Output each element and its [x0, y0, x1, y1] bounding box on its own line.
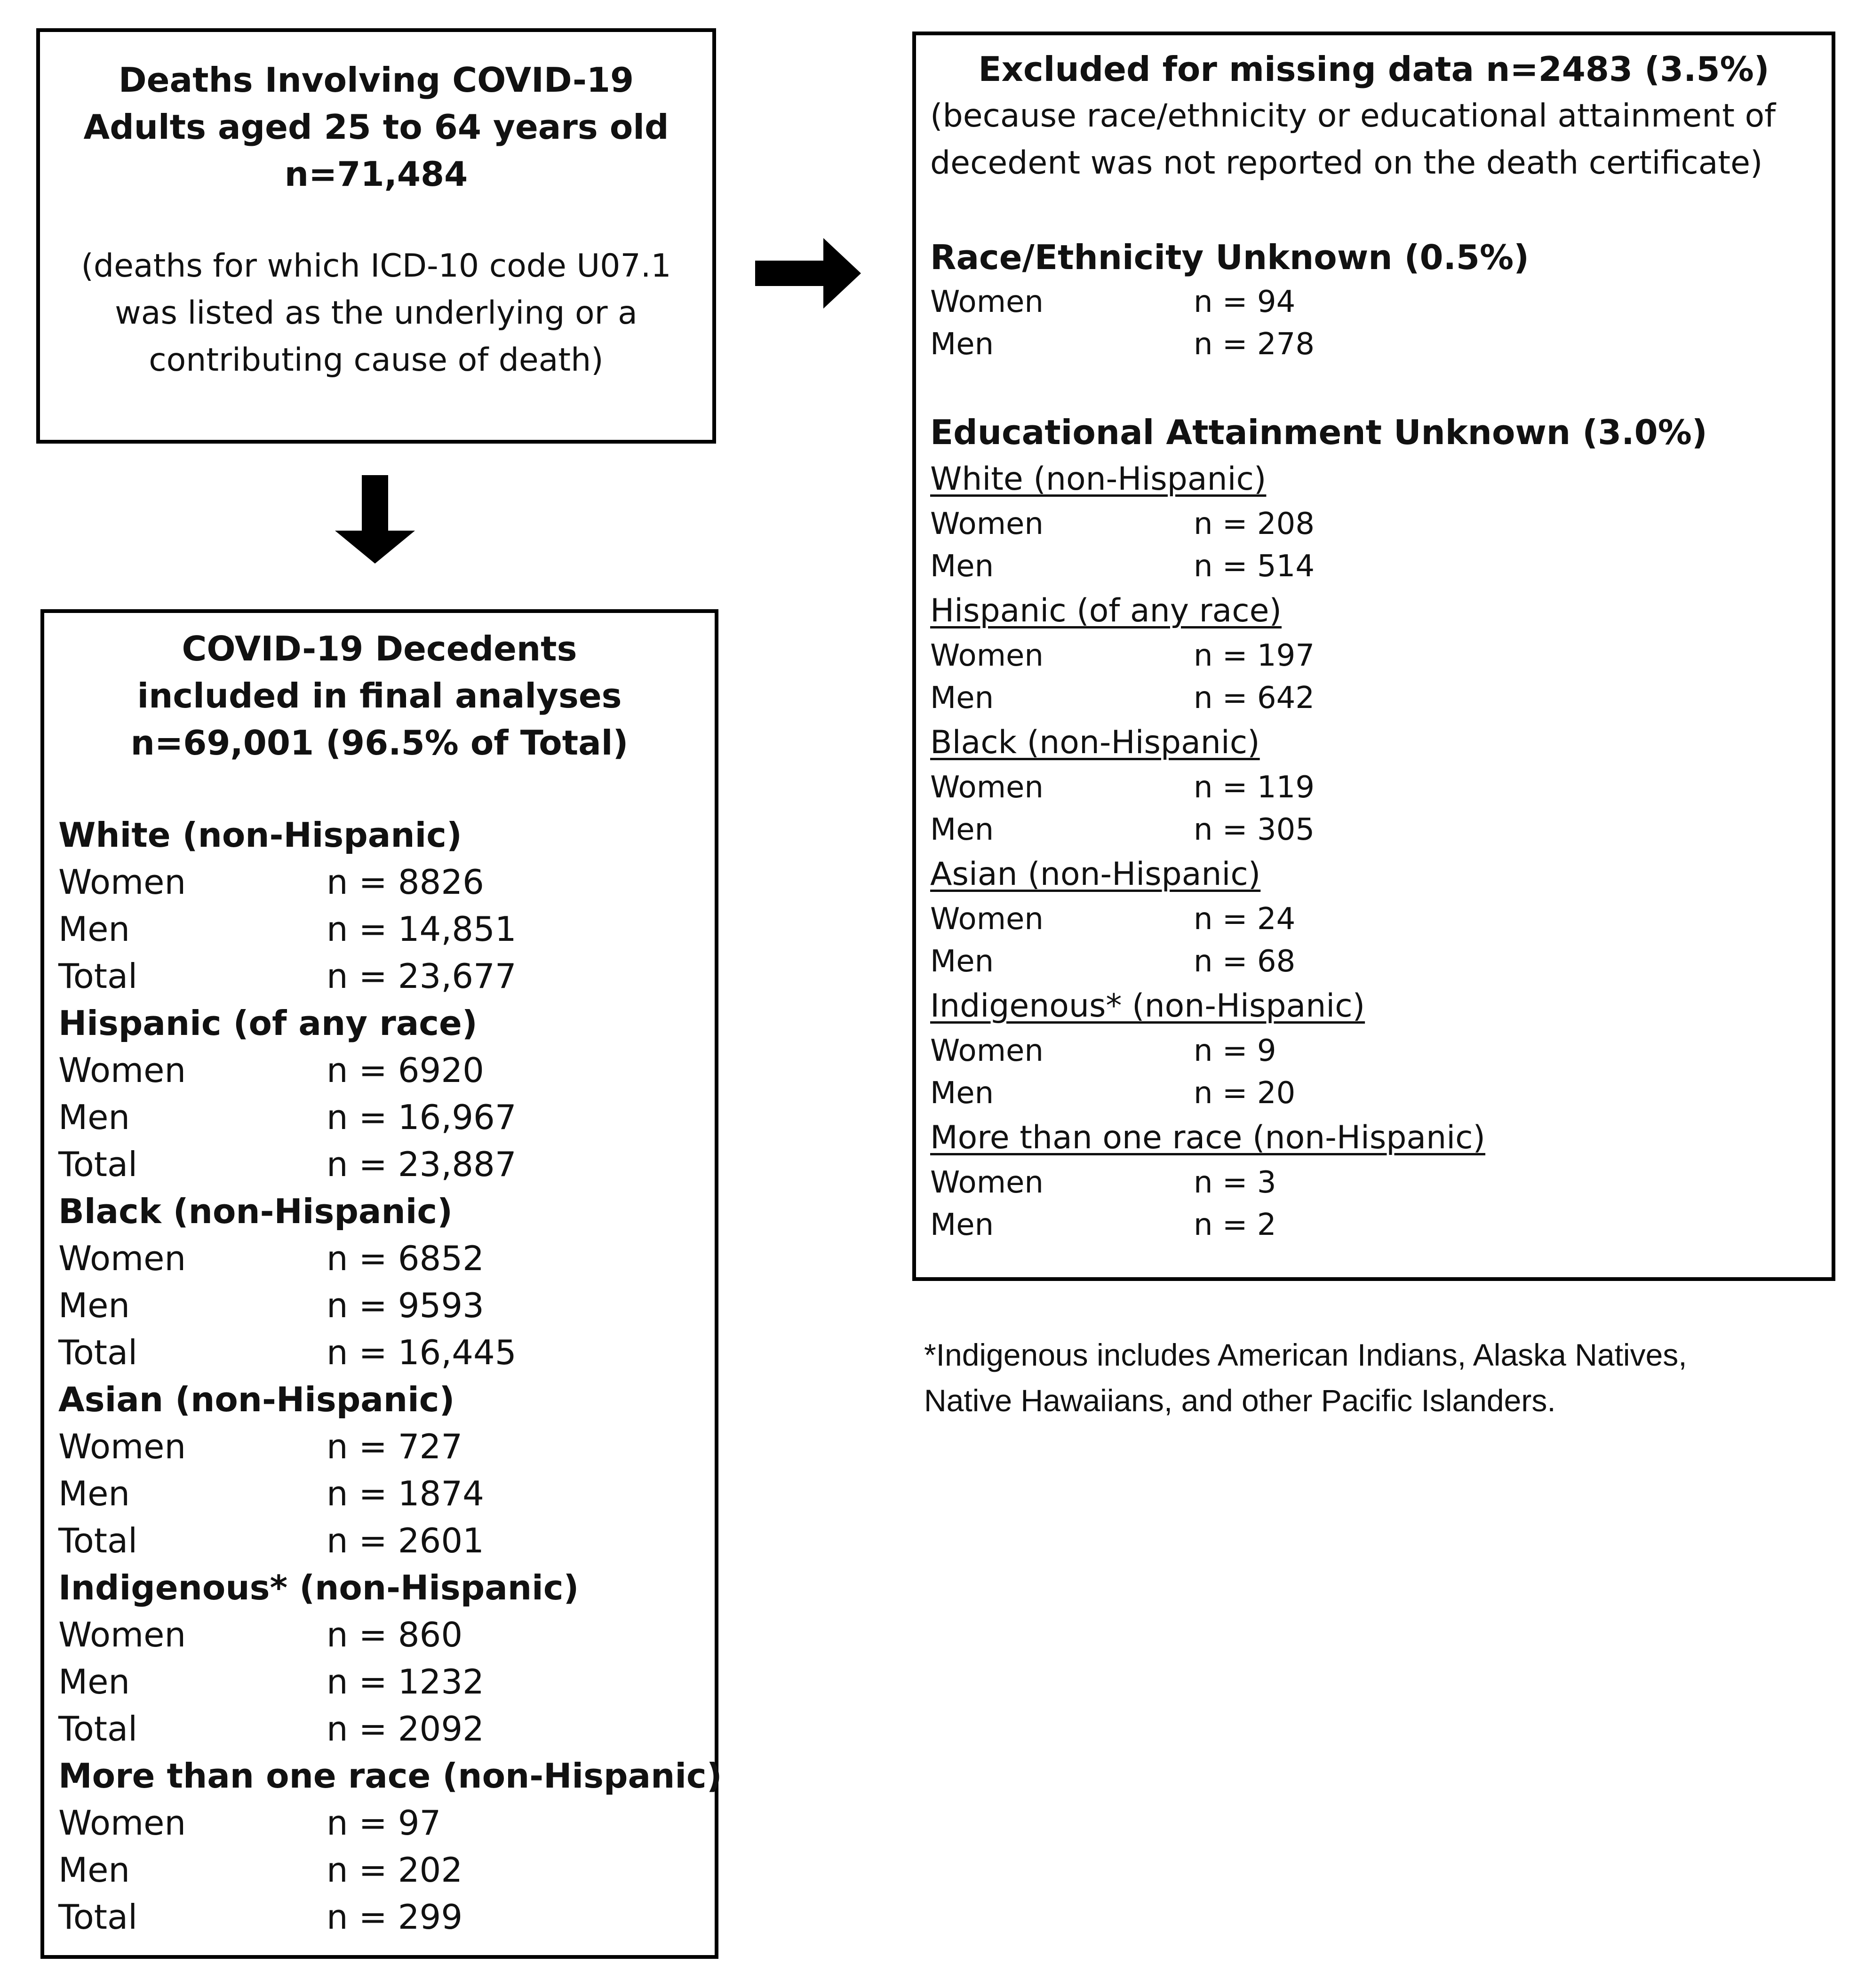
- group-heading: Asian (non-Hispanic): [58, 1380, 455, 1419]
- total-deaths-note: [40, 243, 712, 384]
- row-value: n = 2092: [327, 1709, 484, 1749]
- row-label: Men: [930, 944, 994, 979]
- count-row: [930, 281, 1832, 323]
- row-label: Men: [930, 549, 994, 584]
- count-row: [58, 1047, 715, 1094]
- title-line: included in final analyses: [137, 676, 622, 716]
- row-value: n = 9593: [327, 1286, 484, 1325]
- count-row: [930, 1161, 1832, 1204]
- row-value: n = 278: [1194, 327, 1315, 362]
- row-label: Men: [58, 909, 130, 949]
- row-value: n = 68: [1194, 944, 1296, 979]
- group-heading: Hispanic (of any race): [58, 1003, 478, 1043]
- row-label: Total: [58, 956, 138, 996]
- count-row: [58, 1282, 715, 1329]
- count-row: [930, 809, 1832, 851]
- row-label: Men: [930, 1208, 994, 1242]
- count-row: [58, 906, 715, 953]
- subgroup-heading: Indigenous* (non-Hispanic): [930, 987, 1365, 1025]
- row-label: Total: [58, 1709, 138, 1749]
- count-row: [930, 766, 1832, 809]
- row-value: n = 23,887: [327, 1145, 517, 1184]
- count-row: [58, 1235, 715, 1282]
- group-heading: More than one race (non-Hispanic): [58, 1756, 722, 1796]
- row-value: n = 6920: [327, 1050, 484, 1090]
- row-label: Men: [58, 1850, 130, 1890]
- subtitle-line: decedent was not reported on the death certificate): [930, 144, 1763, 182]
- row-label: Women: [58, 1239, 186, 1278]
- row-label: Men: [58, 1662, 130, 1702]
- row-value: n = 8826: [327, 862, 484, 902]
- note-line: contributing cause of death): [149, 342, 604, 379]
- right-arrow-icon: [755, 238, 863, 309]
- row-label: Women: [930, 1165, 1044, 1200]
- group-heading: White (non-Hispanic): [58, 815, 462, 855]
- title-line: Adults aged 25 to 64 years old: [83, 107, 669, 147]
- count-row: [58, 1094, 715, 1141]
- total-deaths-title: [40, 56, 712, 198]
- row-label: Men: [58, 1474, 130, 1513]
- excluded-subtitle: [930, 93, 1832, 187]
- row-value: n = 299: [327, 1897, 463, 1937]
- group-heading: Black (non-Hispanic): [58, 1192, 453, 1231]
- subgroup-heading: More than one race (non-Hispanic): [930, 1119, 1486, 1156]
- count-row: [58, 1611, 715, 1658]
- footnote: [924, 1332, 1818, 1423]
- row-label: Women: [930, 770, 1044, 805]
- row-value: n = 1874: [327, 1474, 484, 1513]
- row-label: Total: [58, 1521, 138, 1560]
- included-title: [44, 625, 715, 766]
- row-label: Women: [58, 1615, 186, 1654]
- row-value: n = 208: [1194, 507, 1315, 541]
- row-value: n = 9: [1194, 1034, 1276, 1068]
- row-label: Men: [930, 812, 994, 847]
- count-row: [930, 323, 1832, 366]
- row-label: Total: [58, 1333, 138, 1372]
- row-value: n = 97: [327, 1803, 441, 1843]
- count-row: [58, 1423, 715, 1470]
- row-label: Women: [58, 1803, 186, 1843]
- title-line: COVID-19 Decedents: [182, 629, 577, 668]
- subtitle-line: (because race/ethnicity or educational attainment of: [930, 97, 1776, 135]
- footnote-line: *Indigenous includes American Indians, Alaska Natives,: [924, 1337, 1687, 1372]
- row-label: Women: [58, 862, 186, 902]
- note-line: was listed as the underlying or a: [115, 294, 638, 332]
- title-line: n=71,484: [284, 154, 468, 194]
- count-row: [930, 1072, 1832, 1114]
- count-row: [930, 940, 1832, 983]
- edu-unknown-list: [930, 456, 1832, 1246]
- row-value: n = 16,445: [327, 1333, 517, 1372]
- count-row: [58, 1799, 715, 1846]
- group-heading: Indigenous* (non-Hispanic): [58, 1568, 579, 1607]
- row-label: Total: [58, 1897, 138, 1937]
- row-label: Women: [58, 1050, 186, 1090]
- count-row: [58, 1658, 715, 1705]
- row-value: n = 2: [1194, 1208, 1276, 1242]
- count-row: [58, 1329, 715, 1376]
- row-label: Total: [58, 1145, 138, 1184]
- footnote-line: Native Hawaiians, and other Pacific Islanders.: [924, 1383, 1556, 1418]
- race-unknown-rows: [930, 281, 1832, 366]
- count-row: [58, 859, 715, 906]
- count-row: [58, 1470, 715, 1517]
- row-label: Women: [930, 285, 1044, 319]
- count-row: [930, 635, 1832, 677]
- count-row: [930, 1204, 1832, 1246]
- count-row: [58, 1705, 715, 1752]
- total-deaths-box: [36, 28, 716, 444]
- title-line: Deaths Involving COVID-19: [118, 60, 634, 100]
- count-row: [930, 545, 1832, 588]
- subgroup-heading: Hispanic (of any race): [930, 592, 1282, 629]
- included-decedents-box: [40, 609, 722, 1959]
- subgroup-heading: Asian (non-Hispanic): [930, 856, 1261, 893]
- row-label: Women: [58, 1427, 186, 1466]
- count-row: [58, 953, 715, 1000]
- count-row: [58, 1141, 715, 1188]
- title-line: n=69,001 (96.5% of Total): [130, 723, 629, 763]
- row-value: n = 197: [1194, 638, 1315, 673]
- row-label: Men: [930, 327, 994, 362]
- row-value: n = 860: [327, 1615, 463, 1654]
- row-value: n = 3: [1194, 1165, 1276, 1200]
- row-label: Women: [930, 902, 1044, 937]
- row-label: Men: [930, 1076, 994, 1111]
- row-value: n = 16,967: [327, 1097, 517, 1137]
- included-group-list: [44, 811, 722, 1940]
- count-row: [930, 503, 1832, 545]
- count-row: [930, 1030, 1832, 1072]
- row-value: n = 24: [1194, 902, 1296, 937]
- row-value: n = 1232: [327, 1662, 484, 1702]
- race-unknown-heading: Race/Ethnicity Unknown (0.5%): [930, 238, 1530, 277]
- row-value: n = 20: [1194, 1076, 1296, 1111]
- count-row: [930, 677, 1832, 719]
- row-label: Men: [58, 1286, 130, 1325]
- row-value: n = 305: [1194, 812, 1315, 847]
- row-value: n = 642: [1194, 681, 1315, 716]
- excluded-title: Excluded for missing data n=2483 (3.5%): [978, 49, 1769, 89]
- row-label: Women: [930, 1034, 1044, 1068]
- row-label: Men: [930, 681, 994, 716]
- subgroup-heading: Black (non-Hispanic): [930, 724, 1260, 761]
- row-value: n = 514: [1194, 549, 1315, 584]
- row-value: n = 202: [327, 1850, 463, 1890]
- count-row: [930, 898, 1832, 940]
- row-value: n = 14,851: [327, 909, 517, 949]
- note-line: (deaths for which ICD-10 code U07.1: [81, 247, 671, 285]
- row-value: n = 119: [1194, 770, 1315, 805]
- row-value: n = 23,677: [327, 956, 517, 996]
- edu-unknown-heading: Educational Attainment Unknown (3.0%): [930, 413, 1707, 452]
- row-value: n = 94: [1194, 285, 1296, 319]
- row-label: Women: [930, 507, 1044, 541]
- count-row: [58, 1846, 715, 1893]
- subgroup-heading: White (non-Hispanic): [930, 461, 1267, 498]
- row-value: n = 727: [327, 1427, 463, 1466]
- down-arrow-icon: [333, 475, 417, 565]
- row-label: Women: [930, 638, 1044, 673]
- excluded-box: [912, 32, 1835, 1281]
- row-label: Men: [58, 1097, 130, 1137]
- row-value: n = 2601: [327, 1521, 484, 1560]
- row-value: n = 6852: [327, 1239, 484, 1278]
- count-row: [58, 1517, 715, 1564]
- count-row: [58, 1893, 715, 1940]
